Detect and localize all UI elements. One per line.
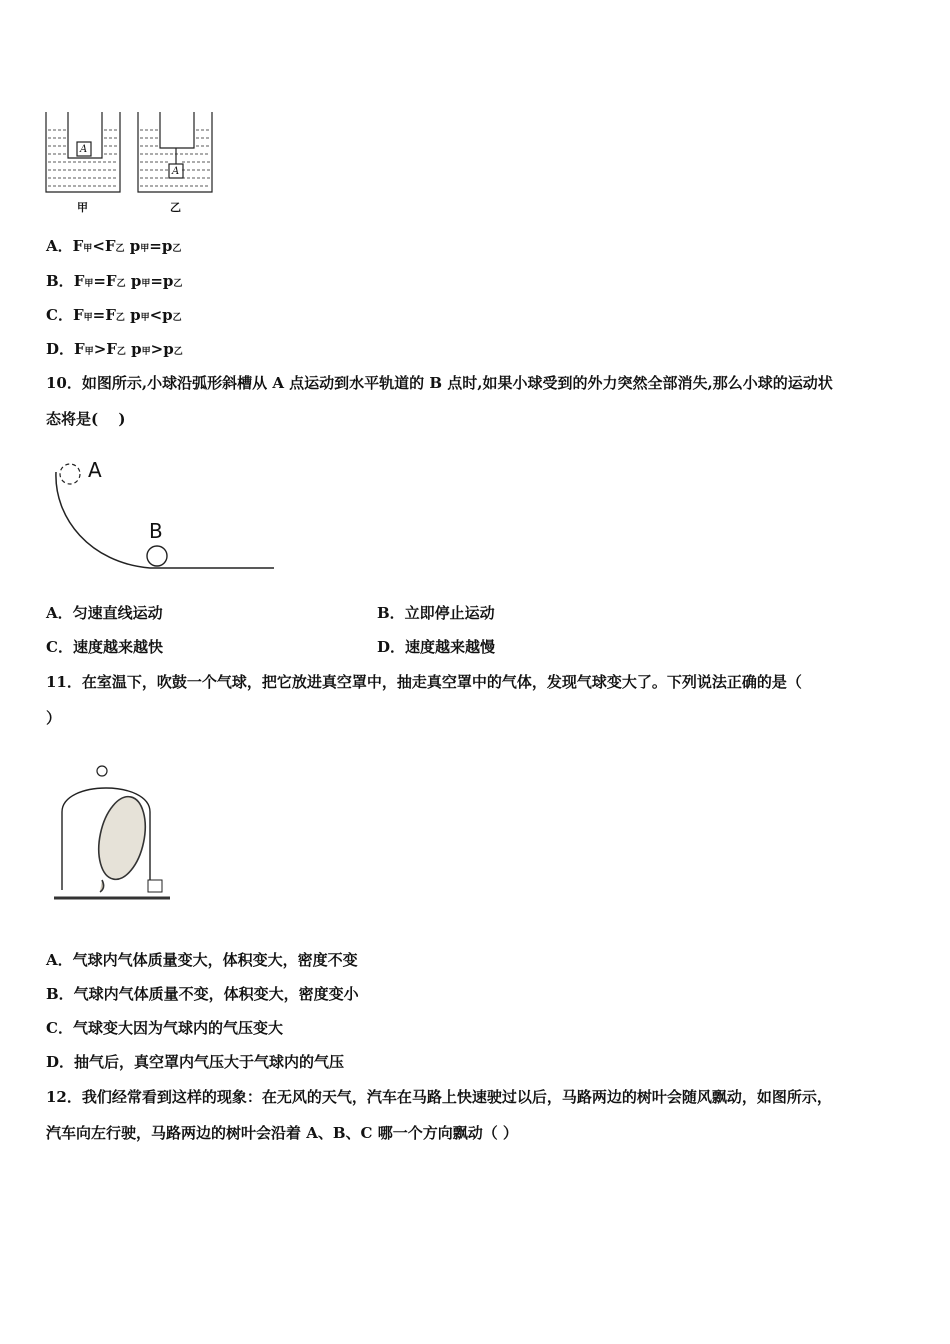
ball-at-a (60, 464, 80, 484)
q9-option-a[interactable]: A．F甲<F乙 p甲=p乙 (46, 237, 182, 255)
box-a-label-jia: A (80, 144, 88, 155)
box-a-label-yi: A (172, 166, 180, 177)
q9-figure (44, 108, 224, 198)
q10-option-c[interactable]: C．速度越来越快 (46, 638, 163, 656)
q10-option-d[interactable]: D．速度越来越慢 (377, 638, 496, 656)
point-a-label: A (88, 458, 102, 482)
balloon (92, 792, 153, 883)
q12-stem-line2: 汽车向左行驶，马路两边的树叶会沿着 A、B、C 哪一个方向飘动（ ） (46, 1124, 518, 1142)
q11-stem-line1: 11．在室温下，吹鼓一个气球，把它放进真空罩中，抽走真空罩中的气体，发现气球变大了。下列说法正确的是（ (46, 673, 802, 691)
q9-option-d[interactable]: D．F甲>F乙 p甲>p乙 (46, 340, 183, 358)
q10-stem-line1: 10．如图所示,小球沿弧形斜槽从 A 点运动到水平轨道的 B 点时,如果小球受到的外力突然全部消失,那么小球的运动状 (46, 374, 833, 392)
bell-jar-knob (97, 766, 107, 776)
balloon-neck (100, 880, 104, 892)
container-yi (138, 112, 212, 192)
q9-option-b[interactable]: B．F甲=F乙 p甲=p乙 (46, 272, 183, 290)
valve (148, 880, 162, 892)
q10-option-a[interactable]: A．匀速直线运动 (46, 604, 163, 622)
q11-option-b[interactable]: B．气球内气体质量不变，体积变大，密度变小 (46, 985, 359, 1003)
q12-stem-line1: 12．我们经常看到这样的现象：在无风的天气，汽车在马路上快速驶过以后，马路两边的树叶会随风飘动，如图所示， (46, 1088, 832, 1106)
q11-option-a[interactable]: A．气球内气体质量变大，体积变大，密度不变 (46, 951, 358, 969)
q11-figure (50, 762, 180, 912)
q10-option-b[interactable]: B．立即停止运动 (377, 604, 495, 622)
q11-stem-line2: ） (46, 709, 62, 727)
point-b-label: B (149, 519, 163, 543)
q11-option-c[interactable]: C．气球变大因为气球内的气压变大 (46, 1019, 283, 1037)
label-jia: 甲 (77, 201, 88, 214)
q9-option-c[interactable]: C．F甲=F乙 p甲<p乙 (46, 306, 182, 324)
label-yi: 乙 (170, 201, 181, 214)
q10-stem-line2: 态将是( ) (46, 410, 126, 428)
q11-option-d[interactable]: D．抽气后，真空罩内气压大于气球内的气压 (46, 1053, 345, 1071)
ball-at-b (147, 546, 167, 566)
q10-figure (50, 458, 290, 578)
